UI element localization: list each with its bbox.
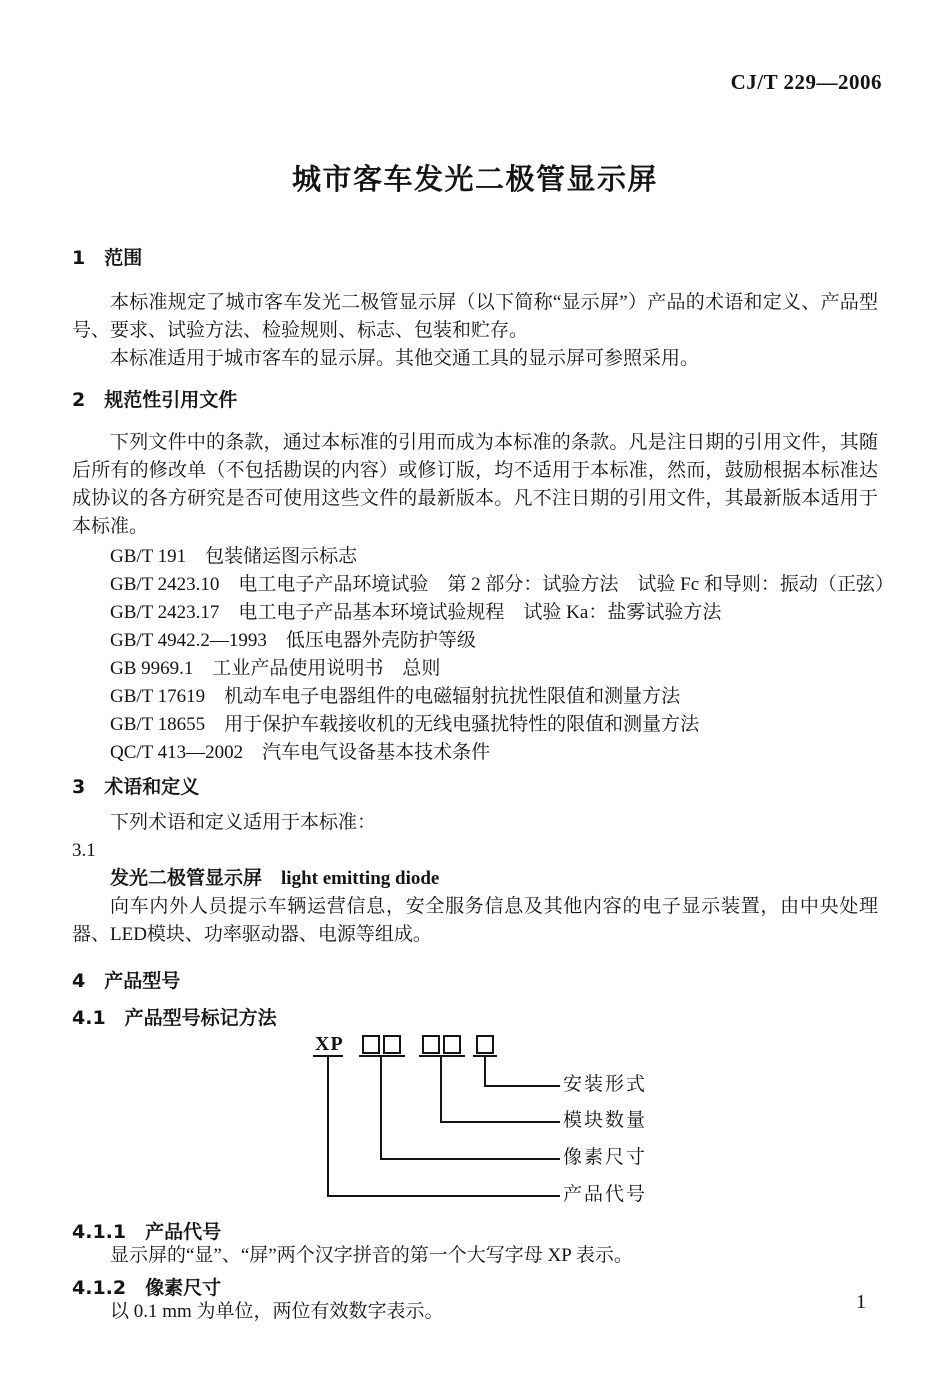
section-2-heading: 2 规范性引用文件 [72, 389, 238, 411]
code-box [362, 1035, 380, 1054]
section-1-heading: 1 范围 [72, 247, 143, 269]
connector-line [327, 1057, 329, 1195]
section-1-paragraph-2: 本标准适用于城市客车的显示屏。其他交通工具的显示屏可参照采用。 [110, 348, 700, 369]
section-1-paragraph-1: 本标准规定了城市客车发光二极管显示屏（以下简称“显示屏”）产品的术语和定义、产品型号、要求、试验方法、检验规则、标志、包装和贮存。 [72, 292, 878, 341]
term-en: light emitting diode [281, 868, 440, 889]
code-box [476, 1035, 494, 1054]
model-designation-diagram [72, 1033, 878, 1211]
connector-line [440, 1057, 442, 1121]
section-4-1-1-paragraph: 显示屏的“显”、“屏”两个汉字拼音的第一个大写字母 XP 表示。 [110, 1245, 633, 1266]
page-number: 1 [856, 1291, 866, 1313]
term-definition-title [72, 865, 878, 893]
section-4-1-heading: 4.1 产品型号标记方法 [72, 1007, 277, 1029]
code-box [422, 1035, 440, 1054]
reference-item: GB/T 2423.17 电工电子产品基本环境试验规程 试验 Ka：盐雾试验方法 [110, 602, 722, 623]
diagram-label-mounting-type: 安装形式 [563, 1074, 648, 1095]
connector-line [327, 1195, 560, 1197]
reference-item: GB/T 18655 用于保护车载接收机的无线电骚扰特性的限值和测量方法 [110, 714, 700, 735]
section-4-1-1-heading: 4.1.1 产品代号 [72, 1221, 222, 1243]
group-underline [359, 1055, 405, 1057]
diagram-label-pixel-size: 像素尺寸 [563, 1147, 648, 1168]
section-3-heading: 3 术语和定义 [72, 776, 200, 798]
document-body [72, 247, 894, 1326]
section-4-heading: 4 产品型号 [72, 970, 181, 992]
group-underline [419, 1055, 465, 1057]
diagram-label-module-count: 模块数量 [563, 1110, 648, 1131]
reference-item: GB/T 17619 机动车电子电器组件的电磁辐射抗扰性限值和测量方法 [110, 686, 681, 707]
reference-list [72, 543, 894, 767]
connector-line [484, 1085, 560, 1087]
section-3-intro: 下列术语和定义适用于本标准： [110, 812, 377, 833]
connector-line [440, 1121, 560, 1123]
term-number: 3.1 [72, 840, 96, 861]
connector-line [380, 1057, 382, 1158]
section-4-1-2-paragraph: 以 0.1 mm 为单位，两位有效数字表示。 [110, 1301, 444, 1322]
code-box [443, 1035, 461, 1054]
connector-line [484, 1057, 486, 1085]
term-definition-body: 向车内外人员提示车辆运营信息，安全服务信息及其他内容的电子显示装置，由中央处理器、LED模块、功率驱动器、电源等组成。 [72, 896, 878, 945]
diagram-label-product-code: 产品代号 [563, 1184, 648, 1205]
code-box [383, 1035, 401, 1054]
reference-item: QC/T 413—2002 汽车电气设备基本技术条件 [110, 742, 491, 763]
reference-item: GB/T 191 包装储运图示标志 [110, 546, 358, 567]
document-title: 城市客车发光二极管显示屏 [291, 162, 658, 196]
section-2-intro: 下列文件中的条款，通过本标准的引用而成为本标准的条款。凡是注日期的引用文件，其随后所有的修改单（不包括勘误的内容）或修订版，均不适用于本标准，然而，鼓励根据本标准达成协议的各方研究是否可使用这些文件的最新版本。凡不注日期的引用文件，其最新版本适用于本标准。 [72, 432, 878, 537]
connector-line [380, 1158, 560, 1160]
reference-item: GB/T 2423.10 电工电子产品环境试验 第 2 部分：试验方法 试验 Fc 和导则：振动（正弦） [110, 574, 894, 595]
standard-code: CJ/T 229—2006 [730, 70, 882, 94]
reference-item: GB 9969.1 工业产品使用说明书 总则 [110, 658, 441, 679]
section-4-1-2-heading: 4.1.2 像素尺寸 [72, 1277, 222, 1299]
reference-item: GB/T 4942.2—1993 低压电器外壳防护等级 [110, 630, 476, 651]
model-prefix: XP [315, 1033, 344, 1055]
term-cn: 发光二极管显示屏 [110, 868, 263, 889]
